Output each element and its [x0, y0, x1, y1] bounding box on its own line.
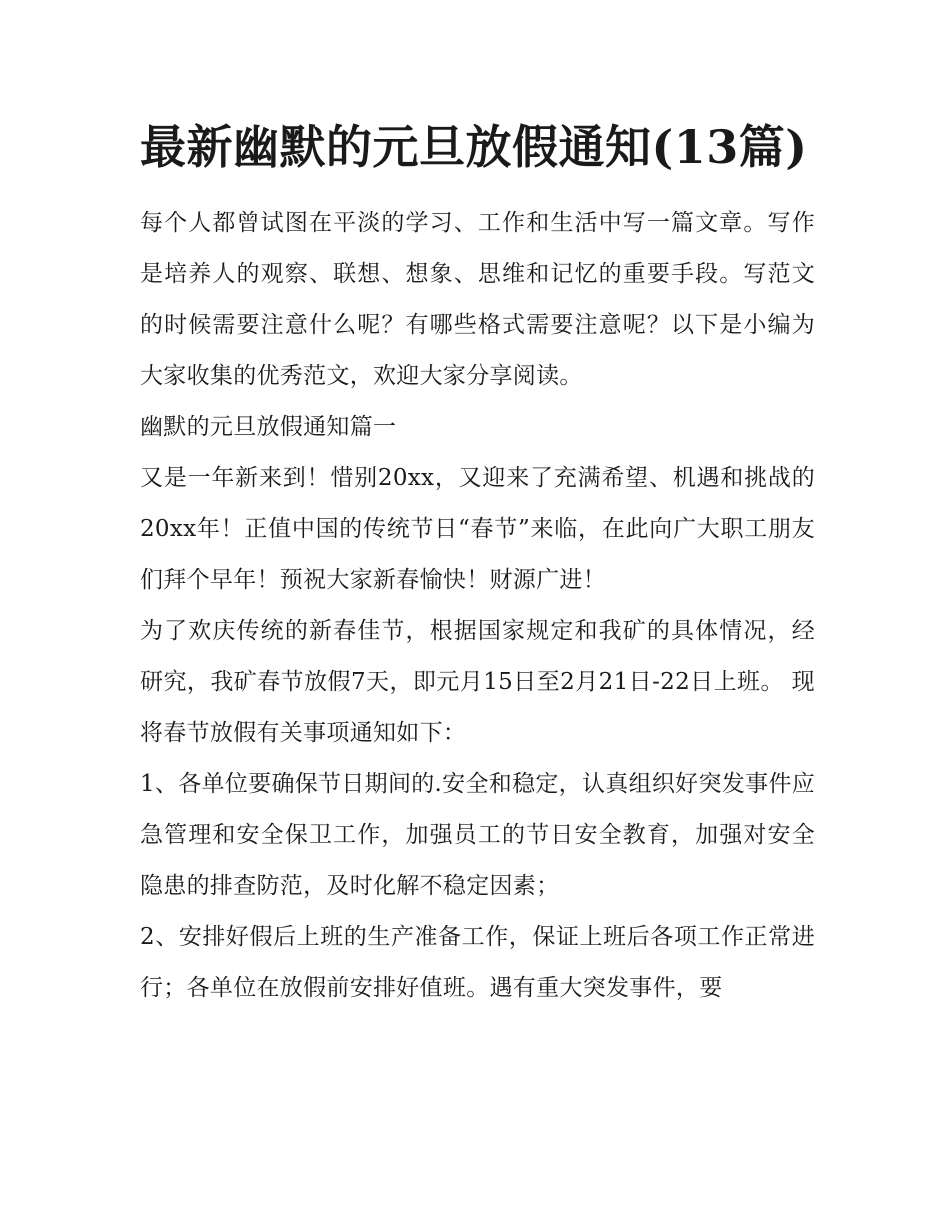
document-title: 最新幽默的元旦放假通知(13篇)	[140, 120, 808, 174]
document-page	[140, 110, 815, 1014]
section-heading: 幽默的元旦放假通知篇一	[140, 414, 397, 440]
notice-item-1: 1、各单位要确保节日期间的.安全和稳定，认真组织好突发事件应急管理和安全保卫工作，加强员工的节日安全教育，加强对安全隐患的排查防范，及时化解不稳定因素；	[140, 771, 815, 899]
notice-item-2: 2、安排好假后上班的生产准备工作，保证上班后各项工作正常进行；各单位在放假前安排好值班。遇有重大突发事件，要	[140, 924, 815, 1001]
holiday-schedule-paragraph: 为了欢庆传统的新春佳节，根据国家规定和我矿的具体情况，经研究，我矿春节放假7天，即元月15日至2月21日-22日上班。 现将春节放假有关事项通知如下：	[140, 618, 815, 746]
greeting-paragraph: 又是一年新来到！惜别20xx，又迎来了充满希望、机遇和挑战的20xx年！正值中国的传统节日“春节”来临，在此向广大职工朋友们拜个早年！预祝大家新春愉快！财源广进！	[140, 465, 815, 593]
intro-paragraph: 每个人都曾试图在平淡的学习、工作和生活中写一篇文章。写作是培养人的观察、联想、想象、思维和记忆的重要手段。写范文的时候需要注意什么呢？有哪些格式需要注意呢？以下是小编为大家收集的优秀范文，欢迎大家分享阅读。	[140, 210, 815, 389]
